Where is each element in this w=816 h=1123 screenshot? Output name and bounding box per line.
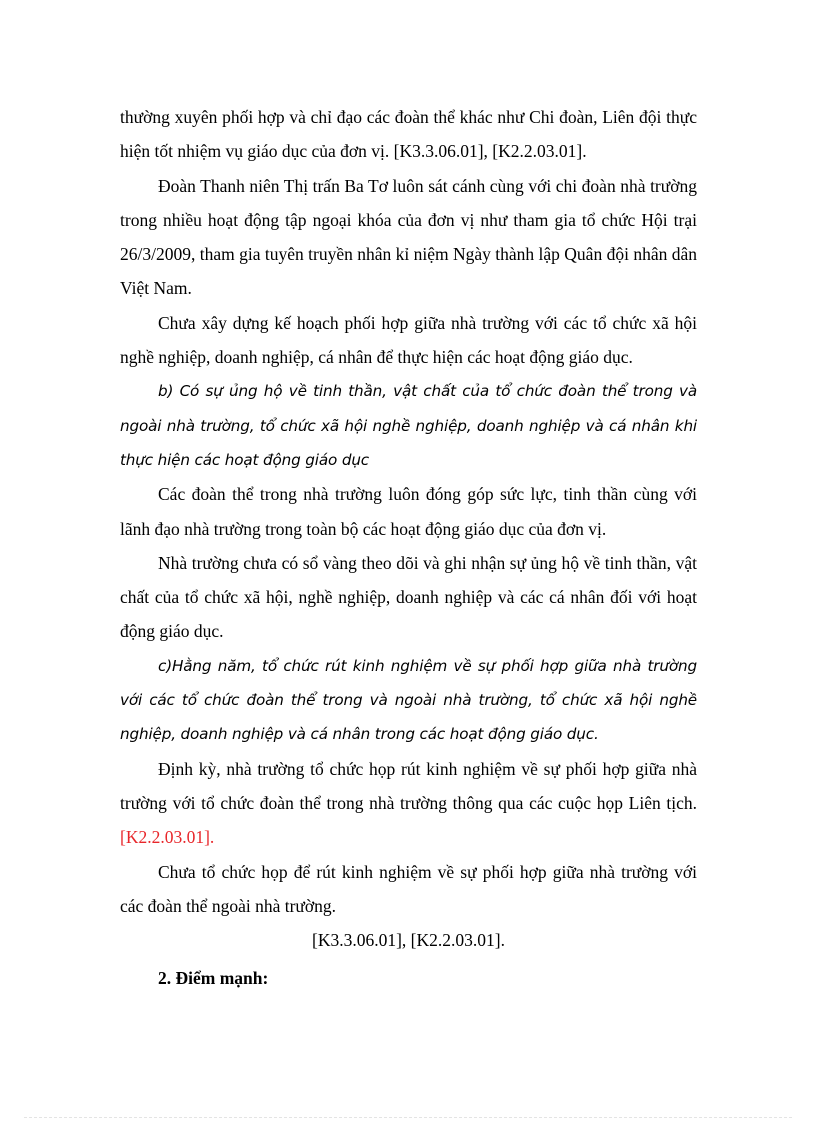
periodic-review-text: Định kỳ, nhà trường tổ chức họp rút kinh nghiệm về sự phối hợp giữa nhà trường với tổ chức đoàn thể trong nhà trường thông qua các cuộc họp Liên tịch. xyxy=(120,758,697,813)
reference-highlight: [K2.2.03.01]. xyxy=(120,827,215,848)
paragraph-no-plan: Chưa xây dựng kế hoạch phối hợp giữa nhà trường với các tổ chức xã hội nghề nghiệp, doanh nghiệp, cá nhân để thực hiện các hoạt động giáo dục. xyxy=(120,312,697,368)
paragraph-youth-union: Đoàn Thanh niên Thị trấn Ba Tơ luôn sát cánh cùng với chi đoàn nhà trường trong nhiều hoạt động tập ngoại khóa của đơn vị như tham gia tổ chức Hội trại 26/3/2009, tham gia tuyên truyền nhân kỉ niệm Ngày thành lập Quân đội nhân dân Việt Nam. xyxy=(120,175,697,299)
document-body xyxy=(120,100,697,996)
paragraph-unions-contribute: Các đoàn thể trong nhà trường luôn đóng góp sức lực, tinh thần cùng với lãnh đạo nhà trường trong toàn bộ các hoạt động giáo dục của đơn vị. xyxy=(120,484,697,539)
paragraph-periodic-review xyxy=(120,752,697,855)
paragraph-continuation: thường xuyên phối hợp và chỉ đạo các đoàn thể khác như Chi đoàn, Liên đội thực hiện tốt nhiệm vụ giáo dục của đơn vị. [K3.3.06.01], [K2.2.03.01]. xyxy=(120,107,697,162)
criterion-b: b) Có sự ủng hộ về tinh thần, vật chất của tổ chức đoàn thể trong và ngoài nhà trường, tổ chức xã hội nghề nghiệp, doanh nghiệp và cá nhân khi thực hiện các hoạt động giáo dục xyxy=(120,382,697,469)
criterion-c: c)Hằng năm, tổ chức rút kinh nghiệm về sự phối hợp giữa nhà trường với các tổ chức đoàn thể trong và ngoài nhà trường, tổ chức xã hội nghề nghiệp, doanh nghiệp và cá nhân trong các hoạt động giáo dục. xyxy=(120,656,697,744)
paragraph-no-external-review: Chưa tổ chức họp để rút kinh nghiệm về sự phối hợp giữa nhà trường với các đoàn thể ngoài nhà trường. xyxy=(120,861,697,916)
section-heading-strengths: 2. Điểm mạnh: xyxy=(158,968,269,989)
page-bottom-divider xyxy=(24,1117,792,1118)
evidence-references: [K3.3.06.01], [K2.2.03.01]. xyxy=(312,930,505,951)
paragraph-no-golden-book: Nhà trường chưa có sổ vàng theo dõi và ghi nhận sự ủng hộ về tinh thần, vật chất của tổ chức xã hội, nghề nghiệp, doanh nghiệp và các cá nhân đối với hoạt động giáo dục. xyxy=(120,552,697,642)
